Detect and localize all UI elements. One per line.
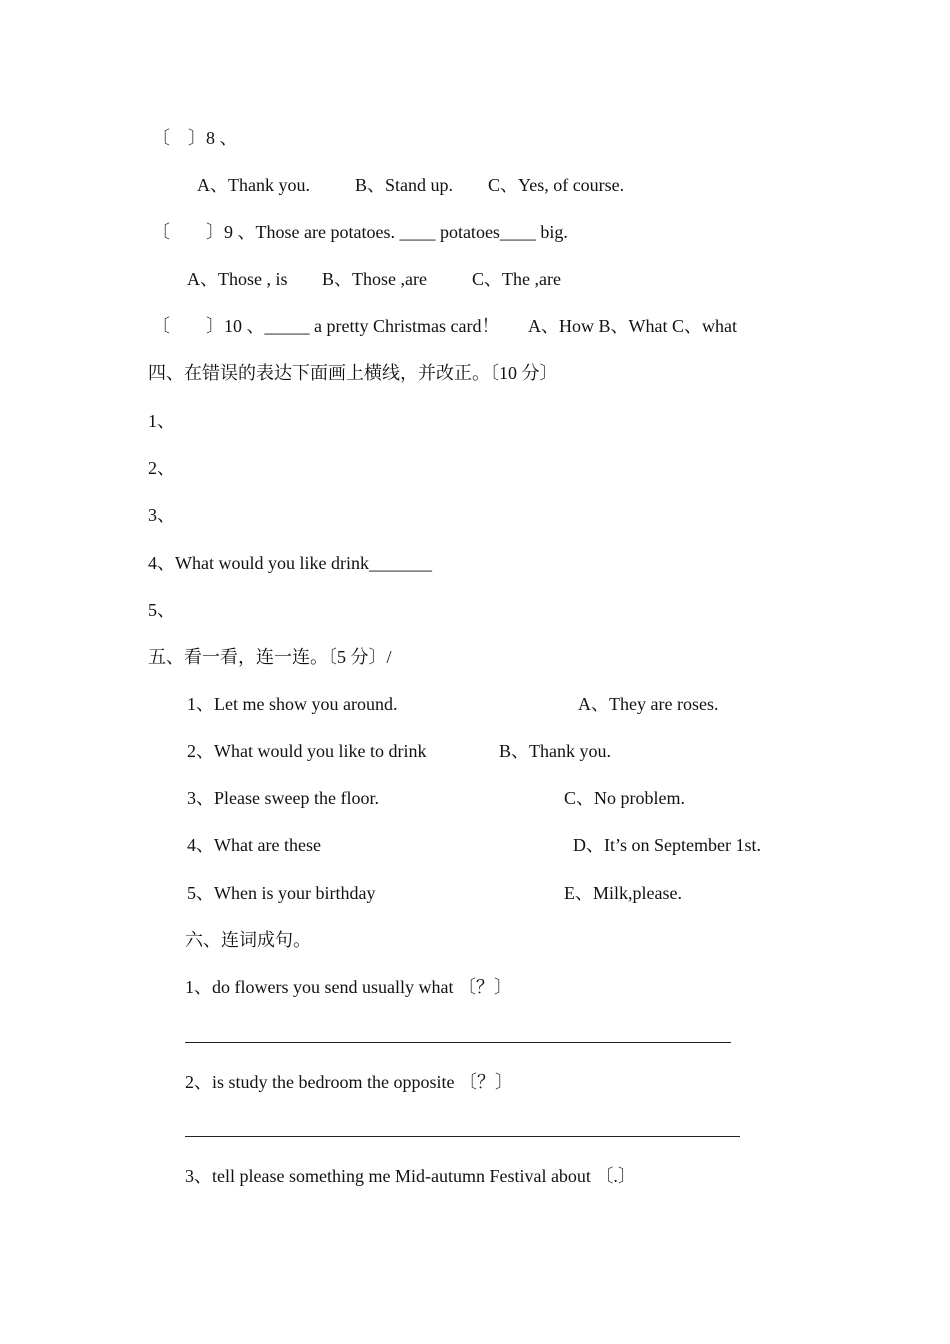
q8-option-a: A、Thank you. (197, 175, 310, 195)
q9-option-c: C、The ,are (472, 269, 561, 289)
match-left-item: 1、Let me show you around. (187, 694, 398, 714)
section-4-item: 3、 (148, 505, 175, 525)
match-right-item: E、Milk,please. (564, 883, 682, 903)
sentence-item: 3、tell please something me Mid-autumn Festival about 〔.〕 (185, 1166, 636, 1186)
q10-stem: 〔 〕10 、_____ a pretty Christmas card！ (152, 316, 500, 336)
section-4-heading: 四、在错误的表达下面画上横线，并改正。〔10 分〕 (148, 363, 558, 383)
q8-option-b: B、Stand up. (355, 175, 454, 195)
match-left-item: 2、What would you like to drink (187, 741, 427, 761)
answer-line (185, 1042, 731, 1043)
match-left-item: 4、What are these (187, 835, 321, 855)
section-4-item: 4、What would you like drink_______ (148, 553, 432, 573)
section-4-item: 5、 (148, 600, 175, 620)
answer-line (185, 1136, 740, 1137)
q8-option-c: C、Yes, of course. (488, 175, 625, 195)
match-left-item: 5、When is your birthday (187, 883, 376, 903)
match-right-item: B、Thank you. (499, 741, 611, 761)
section-4-item: 2、 (148, 458, 175, 478)
match-right-item: C、No problem. (564, 788, 685, 808)
match-right-item: D、It’s on September 1st. (573, 835, 761, 855)
section-6-heading: 六、连词成句。 (185, 930, 311, 950)
q9-option-b: B、Those ,are (322, 269, 427, 289)
section-4-item: 1、 (148, 411, 175, 431)
q9-stem: 〔 〕9 、Those are potatoes. ____ potatoes____ big. (152, 222, 568, 242)
sentence-item: 1、do flowers you send usually what 〔？〕 (185, 977, 512, 997)
sentence-item: 2、is study the bedroom the opposite 〔？〕 (185, 1072, 513, 1092)
q10-options: A、How B、What C、what (528, 316, 737, 336)
section-5-heading: 五、看一看，连一连。〔5 分〕/ (148, 647, 392, 667)
q9-option-a: A、Those , is (187, 269, 288, 289)
q8-number: 〔 〕8 、 (152, 128, 238, 148)
match-right-item: A、They are roses. (578, 694, 719, 714)
match-left-item: 3、Please sweep the floor. (187, 788, 379, 808)
